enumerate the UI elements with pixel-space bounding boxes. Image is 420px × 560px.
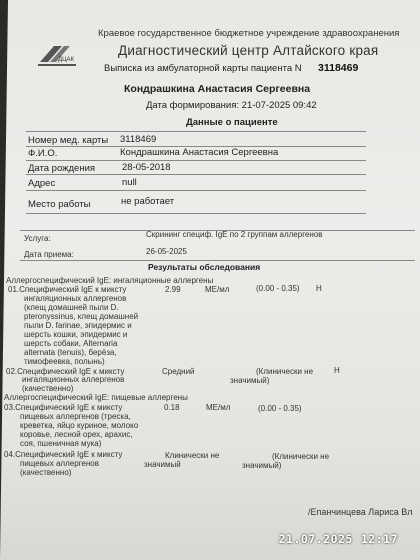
test-name-line: пыли D. farinae, эпидермис и xyxy=(24,321,132,330)
results-section-title: Результаты обследования xyxy=(148,262,261,272)
divider xyxy=(26,174,366,175)
field-label: Номер мед. карты xyxy=(28,135,109,146)
patient-name-header: Кондрашкина Анастасия Сергеевна xyxy=(124,83,311,95)
reference-range: (Клинически не xyxy=(256,367,314,376)
field-value: null xyxy=(122,177,137,188)
field-label: Адрес xyxy=(28,178,56,189)
result-value: 0.18 xyxy=(164,403,180,412)
patient-section-title: Данные о пациенте xyxy=(186,117,278,128)
test-name-line: пищевых аллергенов xyxy=(20,459,99,468)
timestamp-date: 21.07.2025 xyxy=(278,532,353,546)
test-name-line: (качественно) xyxy=(20,468,72,477)
reference-range: (0.00 - 0.35) xyxy=(258,404,302,413)
reference-range: (Клинически не xyxy=(272,452,330,461)
test-name-line: (клещ домашней пыли D. xyxy=(24,303,119,312)
field-value: 3118469 xyxy=(120,134,157,145)
reference-range: значимый) xyxy=(230,376,270,385)
field-label: Ф.И.О. xyxy=(28,148,58,159)
signature: /Епанчинцева Лариса Вл xyxy=(308,507,413,517)
result-value: Средний xyxy=(162,367,195,376)
visit-date-label: Дата приема: xyxy=(24,250,74,259)
test-name-line: шерсть собаки, Alternaria xyxy=(24,339,118,348)
test-name-line: 01.Специфический IgE к миксту xyxy=(8,285,127,294)
center-title: Диагностический центр Алтайского края xyxy=(118,43,379,58)
test-name-line: соя, пшеничная мука) xyxy=(20,439,102,448)
service-label: Услуга: xyxy=(24,234,51,243)
test-name-line: креветка, яйцо куриное, молоко xyxy=(20,421,139,430)
service-value: Скрининг специф. IgE по 2 группам аллергенов xyxy=(146,230,323,239)
test-name-line: тимофеевка, полынь) xyxy=(24,357,105,366)
test-name-line: 03.Специфический IgE к миксту xyxy=(4,403,123,412)
test-name-line: коровье, лесной орех, арахис, xyxy=(20,430,133,439)
visit-date-value: 26-05-2025 xyxy=(146,247,187,256)
reference-range: значимый) xyxy=(242,461,282,470)
result-unit: МЕ/мл xyxy=(206,403,231,412)
group-title: Аллергоспецифический IgE: пищевые аллергены xyxy=(4,393,188,402)
result-flag: Н xyxy=(316,284,322,293)
field-label: Дата рождения xyxy=(28,163,96,174)
divider xyxy=(26,190,366,191)
result-value: Клинически не xyxy=(165,451,220,460)
institution-name: Краевое государственное бюджетное учреждение здравоохранения xyxy=(98,28,400,39)
extract-number: 3118469 xyxy=(318,62,359,74)
test-name-line: (качественно) xyxy=(22,384,74,393)
result-value: значимый xyxy=(144,460,181,469)
test-name-line: pteronyssinus, клещ домашней xyxy=(24,312,139,321)
field-value: не работает xyxy=(121,196,175,207)
test-name-line: ингаляционных аллергенов xyxy=(22,375,125,384)
result-unit: МЕ/мл xyxy=(205,285,230,294)
test-name-line: ингаляционных аллергенов xyxy=(24,294,127,303)
test-name-line: пищевых аллергенов (треска, xyxy=(20,412,131,421)
logo-text: ДЦАК xyxy=(58,57,74,63)
divider xyxy=(20,260,415,261)
formed-date: Дата формирования: 21-07-2025 09:42 xyxy=(146,100,317,111)
camera-timestamp xyxy=(279,532,398,546)
divider xyxy=(26,131,366,132)
reference-range: (0.00 - 0.35) xyxy=(256,284,300,293)
divider xyxy=(26,160,366,161)
group-title: Аллергоспецифический IgE: ингаляционные аллергены xyxy=(6,276,214,285)
result-value: 2.99 xyxy=(165,285,181,294)
field-value: 28-05-2018 xyxy=(122,162,171,173)
field-value: Кондрашкина Анастасия Сергеевна xyxy=(120,147,279,158)
test-name-line: 02.Специфический IgE к миксту xyxy=(6,367,125,376)
field-label: Место работы xyxy=(28,199,91,210)
test-name-line: alternata (tenuis), берёза, xyxy=(24,348,117,357)
divider xyxy=(26,213,366,214)
dcak-logo-icon xyxy=(36,40,78,70)
extract-label: Выписка из амбулаторной карты пациента N xyxy=(104,63,302,74)
test-name-line: 04.Специфический IgE к миксту xyxy=(4,450,123,459)
timestamp-time: 12:17 xyxy=(360,532,398,546)
test-name-line: шерсть кошки, эпидермис и xyxy=(24,330,128,339)
result-flag: Н xyxy=(334,366,340,375)
